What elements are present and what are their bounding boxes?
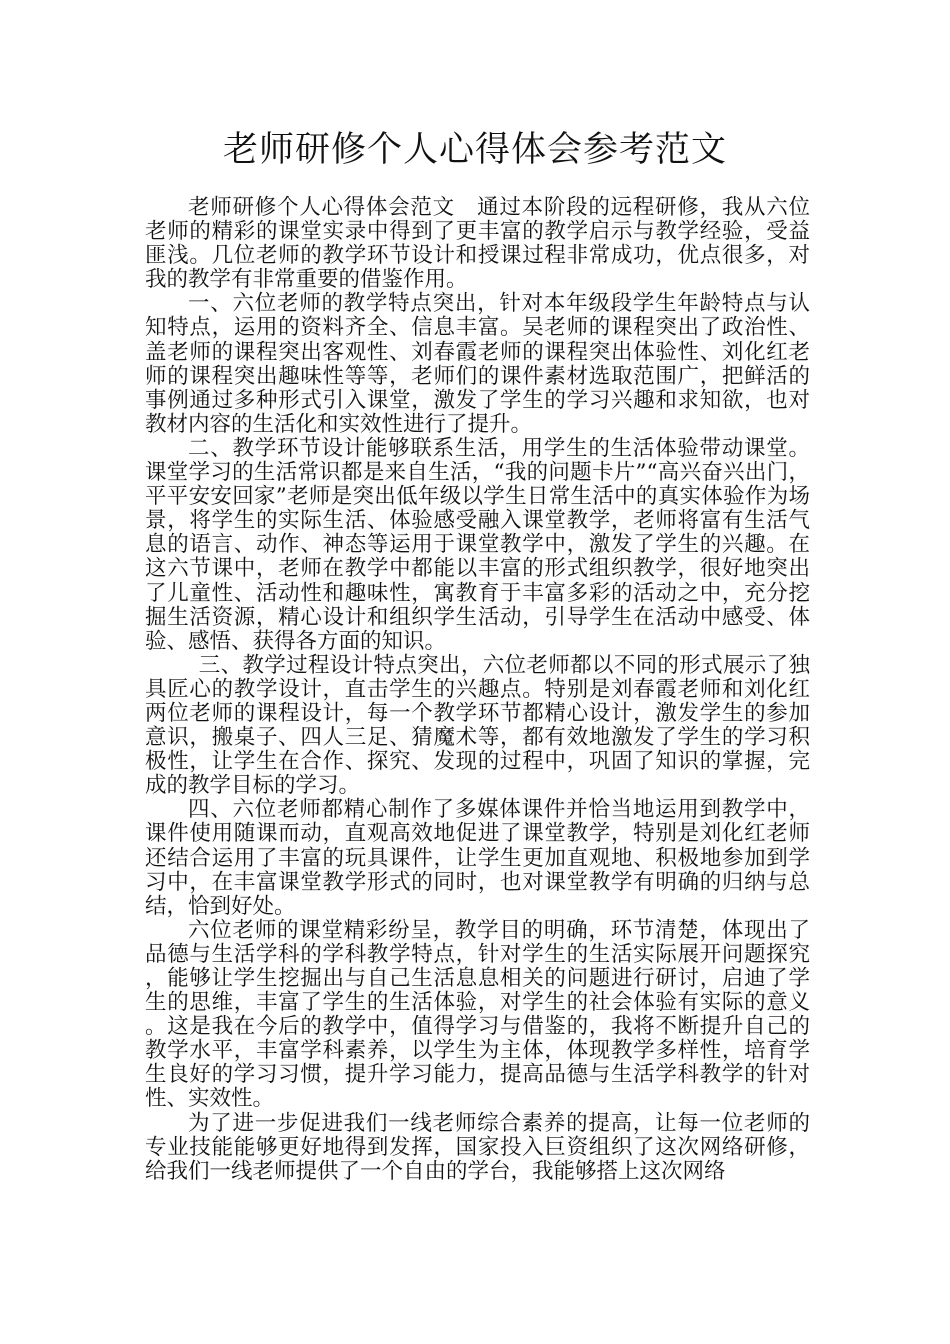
paragraph-closing: 为了进一步促进我们一线老师综合素养的提高，让每一位老师的专业技能能够更好地得到发挥，国家投入巨资组织了这次网络研修，给我们一线老师提供了一个自由的学台，我能够搭上这次网络 (145, 1110, 810, 1184)
paragraph-point-three: 三、教学过程设计特点突出，六位老师都以不同的形式展示了独具匠心的教学设计，直击学生的兴趣点。特别是刘春霞老师和刘化红两位老师的课程设计，每一个教学环节都精心设计，激发学生的参加意识，搬桌子、四人三足、猜魔术等，都有效地激发了学生的学习积极性，让学生在合作、探究、发现的过程中，巩固了知识的掌握，完成的教学目标的学习。 (145, 652, 810, 799)
paragraph-point-four: 四、六位老师都精心制作了多媒体课件并恰当地运用到教学中，课件使用随课而动，直观高效地促进了课堂教学，特别是刘化红老师还结合运用了丰富的玩具课件，让学生更加直观地、积极地参加到学习中，在丰富课堂教学形式的同时，也对课堂教学有明确的归纳与总结，恰到好处。 (145, 797, 810, 919)
paragraph-point-two: 二、教学环节设计能够联系生活，用学生的生活体验带动课堂。课堂学习的生活常识都是来自生活，“我的问题卡片”“高兴奋兴出门，平平安安回家”老师是突出低年级以学生日常生活中的真实体验作为场景，将学生的实际生活、体验感受融入课堂教学，老师将富有生活气息的语言、动作、神态等运用于课堂教学中，激发了学生的兴趣。在这六节课中，老师在教学中都能以丰富的形式组织教学，很好地突出了儿童性、活动性和趣味性，寓教育于丰富多彩的活动之中，充分挖掘生活资源，精心设计和组织学生活动，引导学生在活动中感受、体验、感悟、获得各方面的知识。 (145, 435, 810, 654)
paragraph-summary: 六位老师的课堂精彩纷呈，教学目的明确，环节清楚，体现出了品德与生活学科的学科教学特点，针对学生的生活实际展开问题探究，能够让学生挖掘出与自己生活息息相关的问题进行研讨，启迪了学生的思维，丰富了学生的生活体验，对学生的社会体验有实际的意义。这是我在今后的教学中，值得学习与借鉴的，我将不断提升自己的教学水平，丰富学科素养，以学生为主体，体现教学多样性，培育学生良好的学习习惯，提升学习能力，提高品德与生活学科教学的针对性、实效性。 (145, 917, 810, 1112)
paragraph-point-one: 一、六位老师的教学特点突出，针对本年级段学生年龄特点与认知特点，运用的资料齐全、信息丰富。吴老师的课程突出了政治性、盖老师的课程突出客观性、刘春霞老师的课程突出体验性、刘化红老师的课程突出趣味性等等，老师们的课件素材选取范围广，把鲜活的事例通过多种形式引入课堂，激发了学生的学习兴趣和求知欲，也对教材内容的生活化和实效性进行了提升。 (145, 291, 810, 437)
document-title: 老师研修个人心得体会参考范文 (222, 130, 727, 170)
document-body (145, 196, 810, 1184)
paragraph-intro: 老师研修个人心得体会范文 通过本阶段的远程研修，我从六位老师的精彩的课堂实录中得到了更丰富的教学启示与教学经验，受益匪浅。几位老师的教学环节设计和授课过程非常成功，优点很多，对我的教学有非常重要的借鉴作用。 (145, 195, 810, 293)
